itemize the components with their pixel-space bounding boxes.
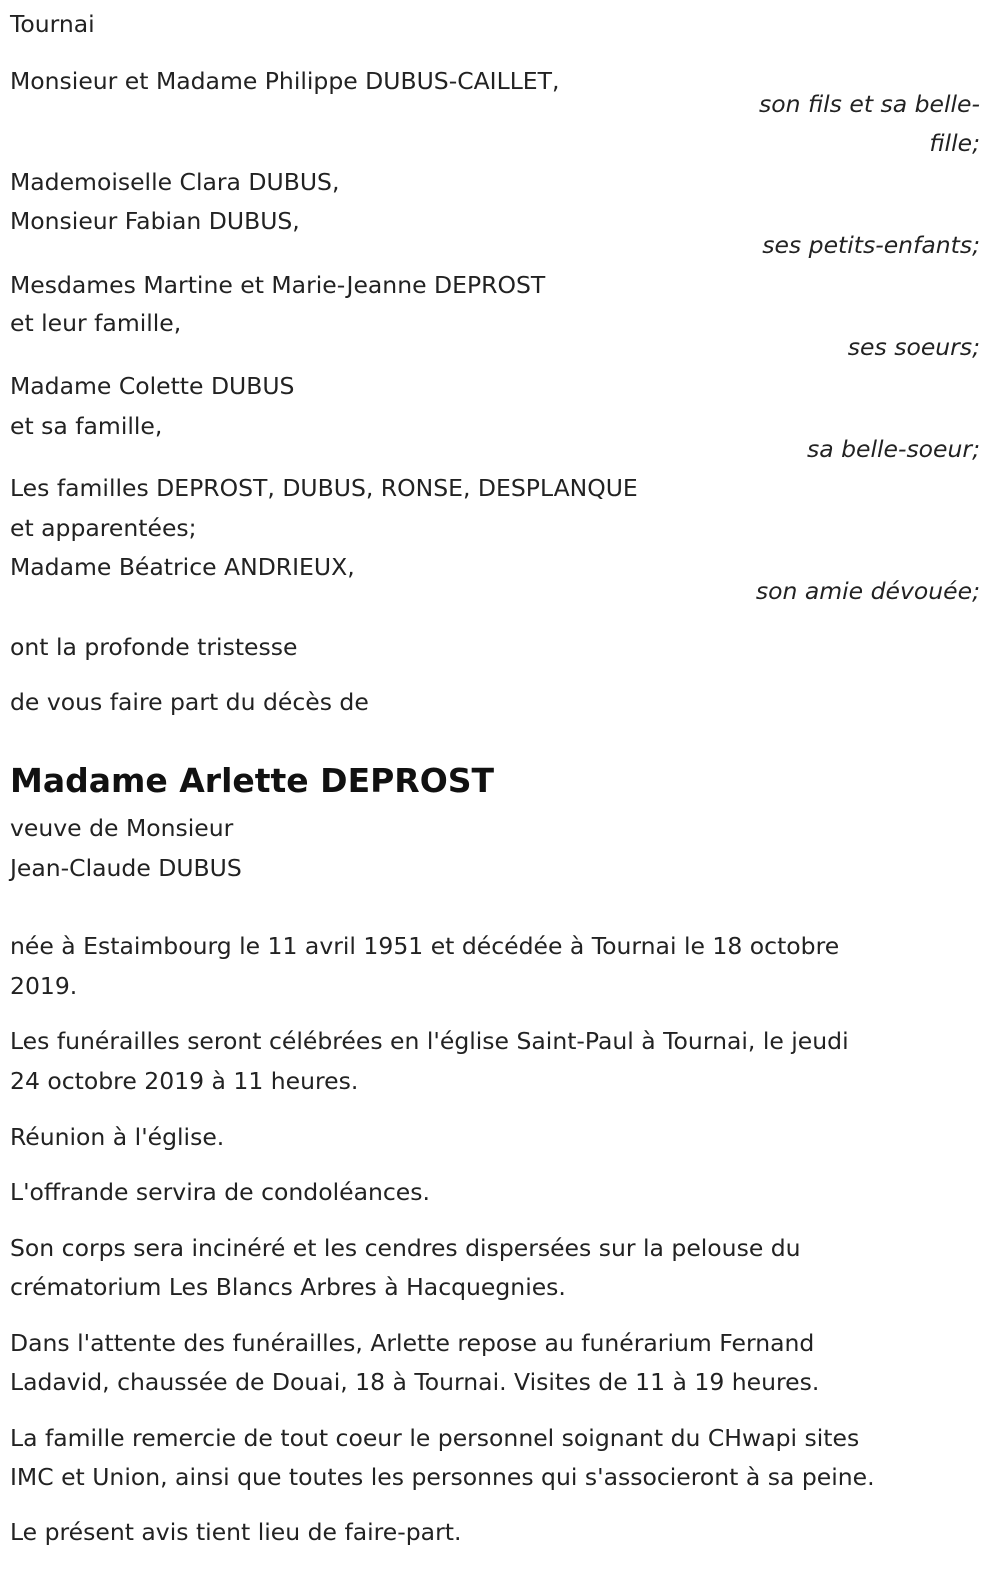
family-line: Monsieur Fabian DUBUS, [10,207,300,235]
intro-line: de vous faire part du décès de [10,688,369,716]
family-line: et sa famille, [10,412,163,440]
paragraph-line: Les funérailles seront célébrées en l'église Saint-Paul à Tournai, le jeudi [10,1027,849,1055]
paragraph-line: L'offrande servira de condoléances. [10,1178,430,1206]
deceased-name: Madame Arlette DEPROST [10,761,495,800]
paragraph-line: Dans l'attente des funérailles, Arlette repose au funérarium Fernand [10,1329,815,1357]
family-line: Mesdames Martine et Marie-Jeanne DEPROST [10,271,546,299]
family-line: et apparentées; [10,514,197,542]
relation: fille; [929,129,980,157]
family-line: Les familles DEPROST, DUBUS, RONSE, DESPLANQUE [10,474,638,502]
family-line: Madame Colette DUBUS [10,372,295,400]
paragraph-line: Réunion à l'église. [10,1123,225,1151]
relation: ses soeurs; [847,333,980,361]
relation: ses petits-enfants; [762,231,980,259]
relation: son amie dévouée; [755,577,980,605]
family-line: Madame Béatrice ANDRIEUX, [10,553,355,581]
city: Tournai [10,10,95,38]
family-line: Monsieur et Madame Philippe DUBUS-CAILLET, [10,67,560,95]
paragraph-line: La famille remercie de tout coeur le personnel soignant du CHwapi sites [10,1424,860,1452]
paragraph-line: née à Estaimbourg le 11 avril 1951 et décédée à Tournai le 18 octobre [10,932,840,960]
paragraph-line: 2019. [10,972,78,1000]
family-line: Mademoiselle Clara DUBUS, [10,168,340,196]
paragraph-line: crématorium Les Blancs Arbres à Hacquegnies. [10,1273,566,1301]
relation: son fils et sa belle- [758,90,980,118]
relation: sa belle-soeur; [806,435,980,463]
paragraph-line: Son corps sera inciné​ré et les cendres dispersées sur la pelouse du [10,1234,801,1262]
widow-of: Jean-Claude DUBUS [10,854,242,882]
family-line: et leur famille, [10,309,182,337]
intro-line: ont la profonde tristesse [10,633,298,661]
paragraph-line: Ladavid, chaussée de Douai, 18 à Tournai. Visites de 11 à 19 heures. [10,1368,820,1396]
paragraph-line: IMC et Union, ainsi que toutes les personnes qui s'associeront à sa peine. [10,1463,875,1491]
paragraph-line: Le présent avis tient lieu de faire-part. [10,1518,462,1546]
widow-of: veuve de Monsieur [10,814,234,842]
paragraph-line: 24 octobre 2019 à 11 heures. [10,1067,359,1095]
